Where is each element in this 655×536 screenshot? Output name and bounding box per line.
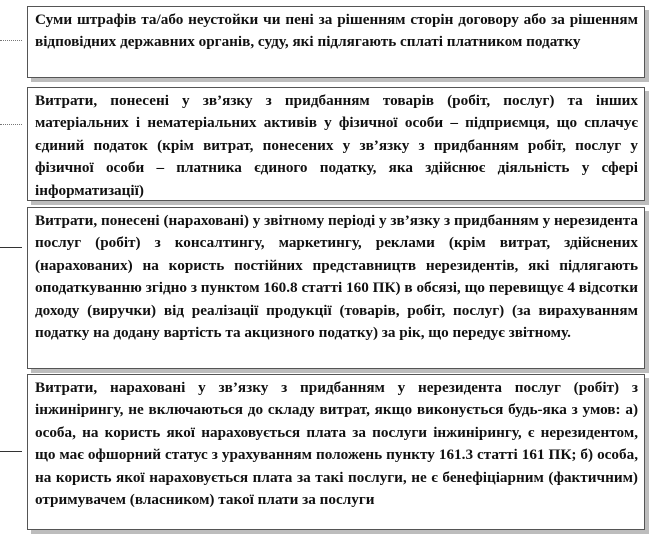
block-engineering-text: Витрати, нараховані у зв’язку з придбанням у нерезидента послуг (робіт) з інжинірингу, не включаються до складу витрат, якщо виконується будь-яка з умов: а) особа, на користь якої нараховується плата за послуги інжинірингу, є нерезидентом, що має офшорний статус з урахуванням положень пункту 161.3 статті 161 ПК; б) особа, на користь якої нараховується плата за такі послуги, не є бенефіціарним (фактичним) отримувачем (власником) такої плати за послуги bbox=[35, 379, 638, 509]
block-engineering bbox=[27, 374, 645, 530]
connector-line-2 bbox=[0, 124, 22, 125]
block-consulting-marketing-text: Витрати, понесені (нараховані) у звітному періоді у зв’язку з придбанням у нерезидента послуг (робіт) з консалтингу, маркетингу, реклами (крім витрат, здійснених (нарахованих) на користь постійних представництв нерезидентів, які підлягають оподаткуванню згідно з пунктом 160.8 статті 160 ПК) в обсязі, що перевищує 4 відсотки доходу (виручки) від реалізації продукції (товарів, робіт, послуг) (за вирахуванням податку на додану вартість та акцизного податку) за рік, що передує звітному. bbox=[35, 212, 638, 342]
connector-line-1 bbox=[0, 40, 22, 41]
block-fines-text: Суми штрафів та/або неустойки чи пені за рішенням сторін договору або за рішенням відповідних державних органів, суду, які підлягають сплаті платником податку bbox=[35, 11, 638, 51]
block-consulting-marketing bbox=[27, 207, 645, 369]
connector-line-3 bbox=[0, 247, 22, 248]
connector-line-4 bbox=[0, 451, 22, 452]
block-single-tax-purchases bbox=[27, 87, 645, 201]
block-fines bbox=[27, 6, 645, 78]
block-single-tax-purchases-text: Витрати, понесені у зв’язку з придбанням товарів (робіт, послуг) та інших матеріальних і нематеріальних активів у фізичної особи – підприємця, що сплачує єдиний податок (крім витрат, понесених у зв’язку з придбанням робіт, послуг у фізичної особи – платника єдиного податку, яка здійснює діяльність у сфері інформатизації) bbox=[35, 92, 638, 199]
